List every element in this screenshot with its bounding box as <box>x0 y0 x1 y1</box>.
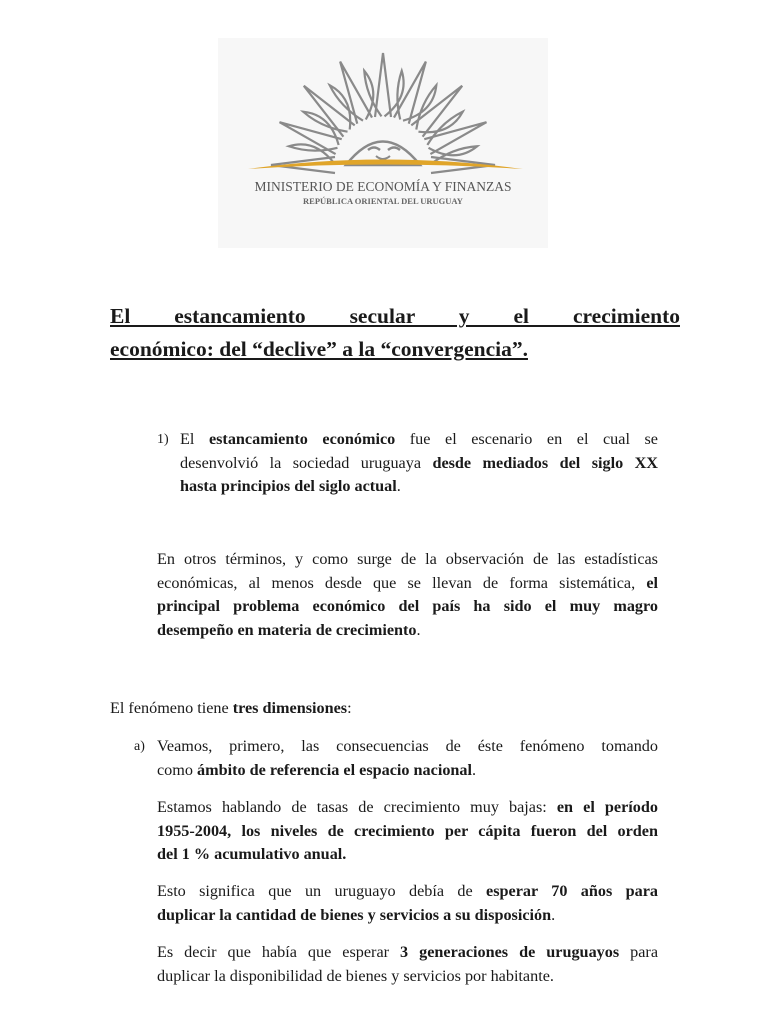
paragraph-generations: Es decir que había que esperar 3 generaciones de uruguayos para duplicar la disponibilidad de bienes y servicios por habitante. <box>157 943 659 985</box>
document-title <box>110 300 680 366</box>
sun-ray <box>304 86 355 137</box>
title-line-1: El estancamiento secular y el crecimiento <box>110 304 680 328</box>
sun-of-may-icon <box>218 38 548 248</box>
paragraph-otros-terminos: En otros términos, y como surge de la observación de las estadísticas económicas, al menos desde que se llevan de forma sistemática, el principal problema económico del país ha sido el muy magro desempeño en materia de crecimiento. <box>157 550 658 639</box>
ministry-logo <box>218 38 548 248</box>
list-marker-a: a) <box>134 739 145 754</box>
bold-estancamiento: estancamiento económico <box>208 430 396 448</box>
sun-ray <box>375 53 391 117</box>
paragraph-item-1: El estancamiento económico fue el escenario en el cual se desenvolvió la sociedad uruguaya desde mediados del siglo XX hasta principios del siglo actual. <box>180 430 658 495</box>
paragraph-wait: Esto significa que un uruguayo debía de esperar 70 años para duplicar la cantidad de bienes y servicios a su disposición. <box>157 882 658 924</box>
logo-text-republic: REPÚBLICA ORIENTAL DEL URUGUAY <box>303 196 463 206</box>
paragraph-rates: Estamos hablando de tasas de crecimiento muy bajas: en el período 1955-2004, los niveles de crecimiento per cápita fueron del orden del 1 % acumulativo anual. <box>157 798 658 863</box>
paragraph-dimensions: El fenómeno tiene tres dimensiones: <box>110 699 352 717</box>
list-marker-1: 1) <box>157 432 169 447</box>
logo-text-ministry: MINISTERIO DE ECONOMÍA Y FINANZAS <box>254 179 512 194</box>
sun-ray <box>411 86 462 137</box>
title-line-2: económico: del “declive” a la “convergencia”. <box>110 337 528 361</box>
paragraph-item-a: Veamos, primero, las consecuencias de éste fenómeno tomando como ámbito de referencia el espacio nacional. <box>157 737 658 779</box>
